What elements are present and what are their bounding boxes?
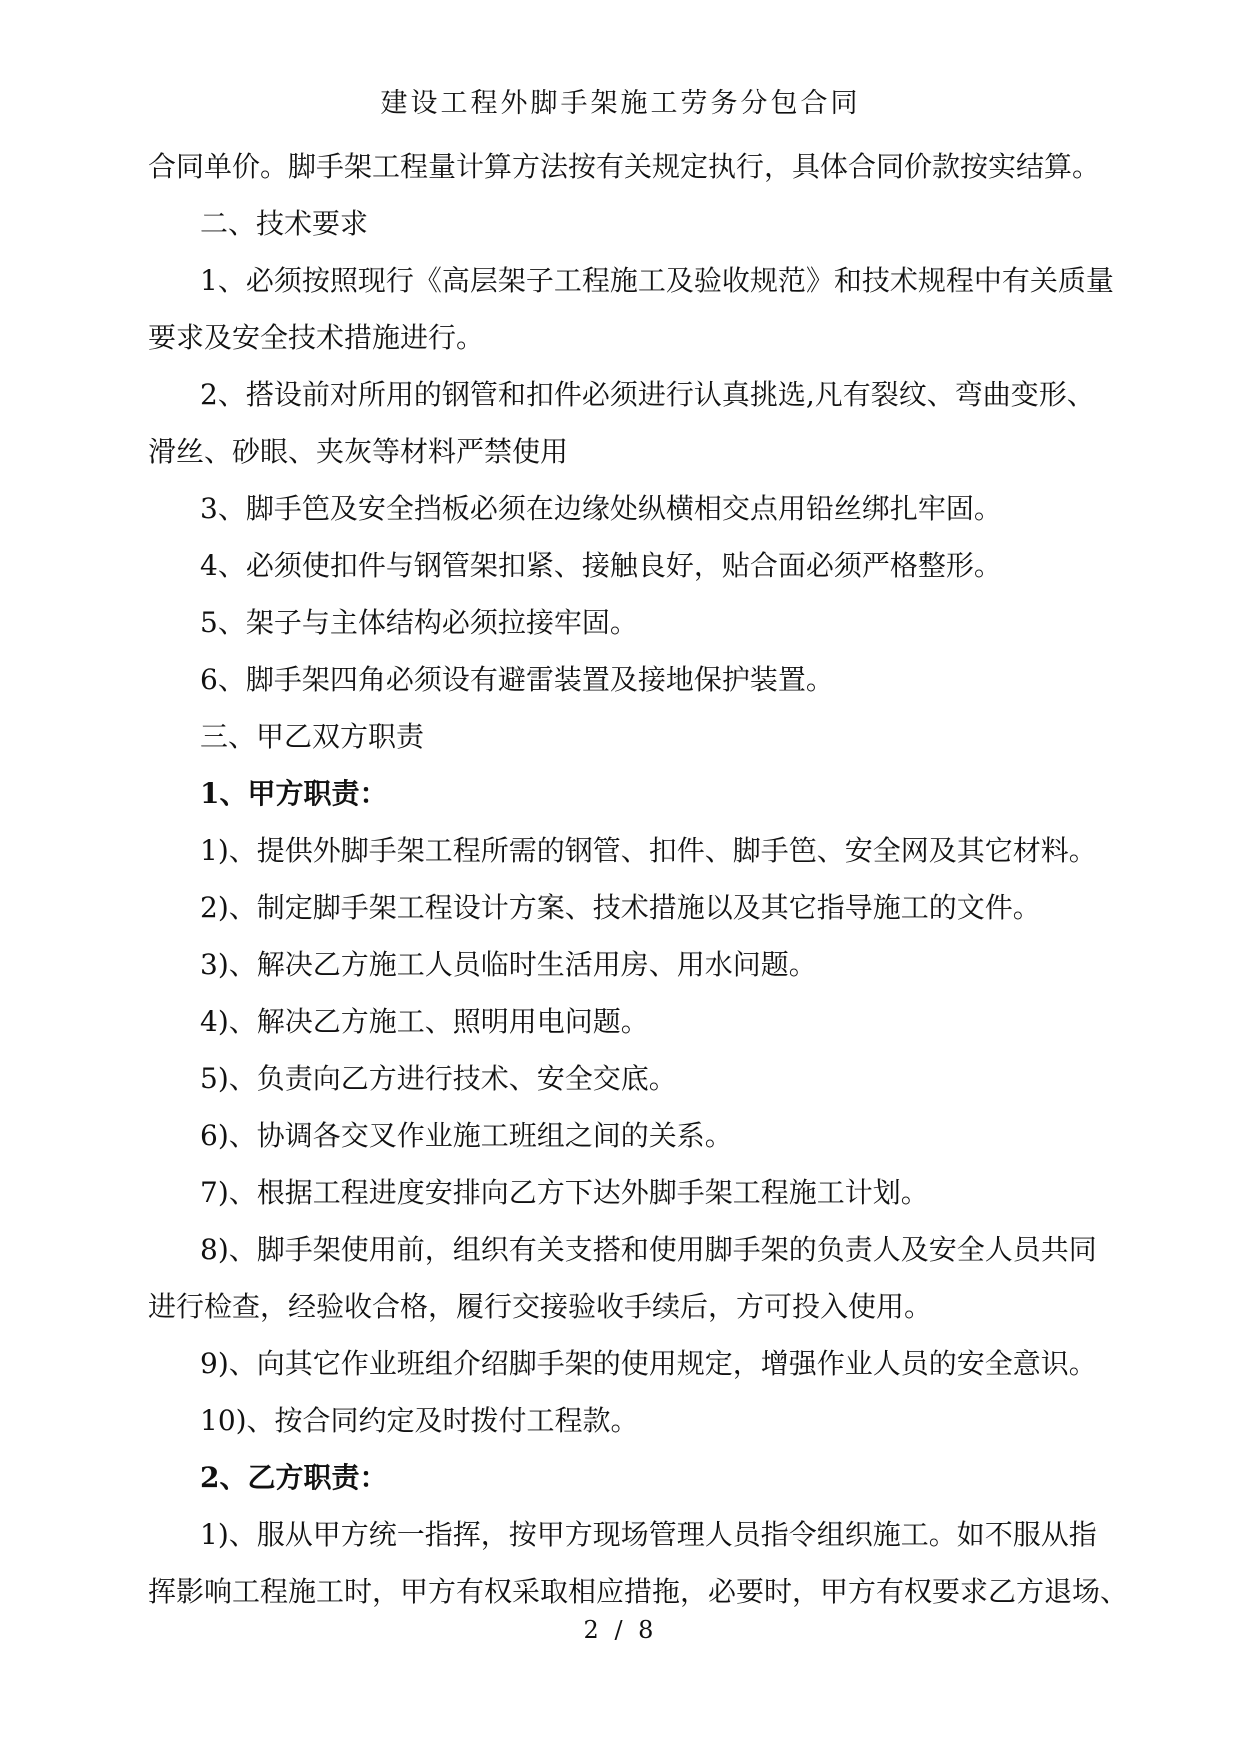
paragraph-line: 挥影响工程施工时，甲方有权采取相应措拖，必要时，甲方有权要求乙方退场、 xyxy=(148,1575,1129,1608)
paragraph-line: 3、脚手笆及安全挡板必须在边缘处纵横相交点用铅丝绑扎牢固。 xyxy=(200,492,1002,525)
paragraph-line: 进行检查，经验收合格，履行交接验收手续后，方可投入使用。 xyxy=(148,1290,933,1323)
paragraph-line: 4、必须使扣件与钢管架扣紧、接触良好，贴合面必须严格整形。 xyxy=(200,549,1002,582)
paragraph-line: 2、搭设前对所用的钢管和扣件必须进行认真挑选,凡有裂纹、弯曲变形、 xyxy=(200,378,1095,411)
paragraph-line: 3)、解决乙方施工人员临时生活用房、用水问题。 xyxy=(200,948,817,981)
paragraph-line: 6)、协调各交叉作业施工班组之间的关系。 xyxy=(200,1119,733,1152)
paragraph-line: 1)、提供外脚手架工程所需的钢管、扣件、脚手笆、安全网及其它材料。 xyxy=(200,834,1097,867)
page-number: 2 / 8 xyxy=(583,1616,658,1644)
paragraph-line: 6、脚手架四角必须设有避雷装置及接地保护装置。 xyxy=(200,663,834,696)
paragraph-line: 1、必须按照现行《高层架子工程施工及验收规范》和技术规程中有关质量 xyxy=(200,264,1114,297)
section-heading-technical-requirements: 二、技术要求 xyxy=(200,207,369,240)
paragraph-line: 2)、制定脚手架工程设计方案、技术措施以及其它指导施工的文件。 xyxy=(200,891,1041,924)
paragraph-line: 合同单价。脚手架工程量计算方法按有关规定执行，具体合同价款按实结算。 xyxy=(148,150,1101,183)
subsection-heading-party-b: 2、乙方职责： xyxy=(200,1461,388,1494)
paragraph-line: 9)、向其它作业班组介绍脚手架的使用规定，增强作业人员的安全意识。 xyxy=(200,1347,1097,1380)
paragraph-line: 要求及安全技术措施进行。 xyxy=(148,321,485,354)
document-body xyxy=(148,138,1148,1620)
paragraph-line: 5)、负责向乙方进行技术、安全交底。 xyxy=(200,1062,677,1095)
paragraph-line: 8)、脚手架使用前，组织有关支搭和使用脚手架的负责人及安全人员共同 xyxy=(200,1233,1097,1266)
paragraph-line: 10)、按合同约定及时拨付工程款。 xyxy=(200,1404,639,1437)
paragraph-line: 7)、根据工程进度安排向乙方下达外脚手架工程施工计划。 xyxy=(200,1176,929,1209)
paragraph-line: 滑丝、砂眼、夹灰等材料严禁使用 xyxy=(148,435,569,468)
section-heading-responsibilities: 三、甲乙双方职责 xyxy=(200,720,425,753)
paragraph-line: 5、架子与主体结构必须拉接牢固。 xyxy=(200,606,638,639)
page-header-title: 建设工程外脚手架施工劳务分包合同 xyxy=(380,88,861,119)
paragraph-line: 4)、解决乙方施工、照明用电问题。 xyxy=(200,1005,649,1038)
paragraph-line: 1)、服从甲方统一指挥，按甲方现场管理人员指令组织施工。如不服从指 xyxy=(200,1518,1097,1551)
subsection-heading-party-a: 1、甲方职责： xyxy=(200,777,388,810)
